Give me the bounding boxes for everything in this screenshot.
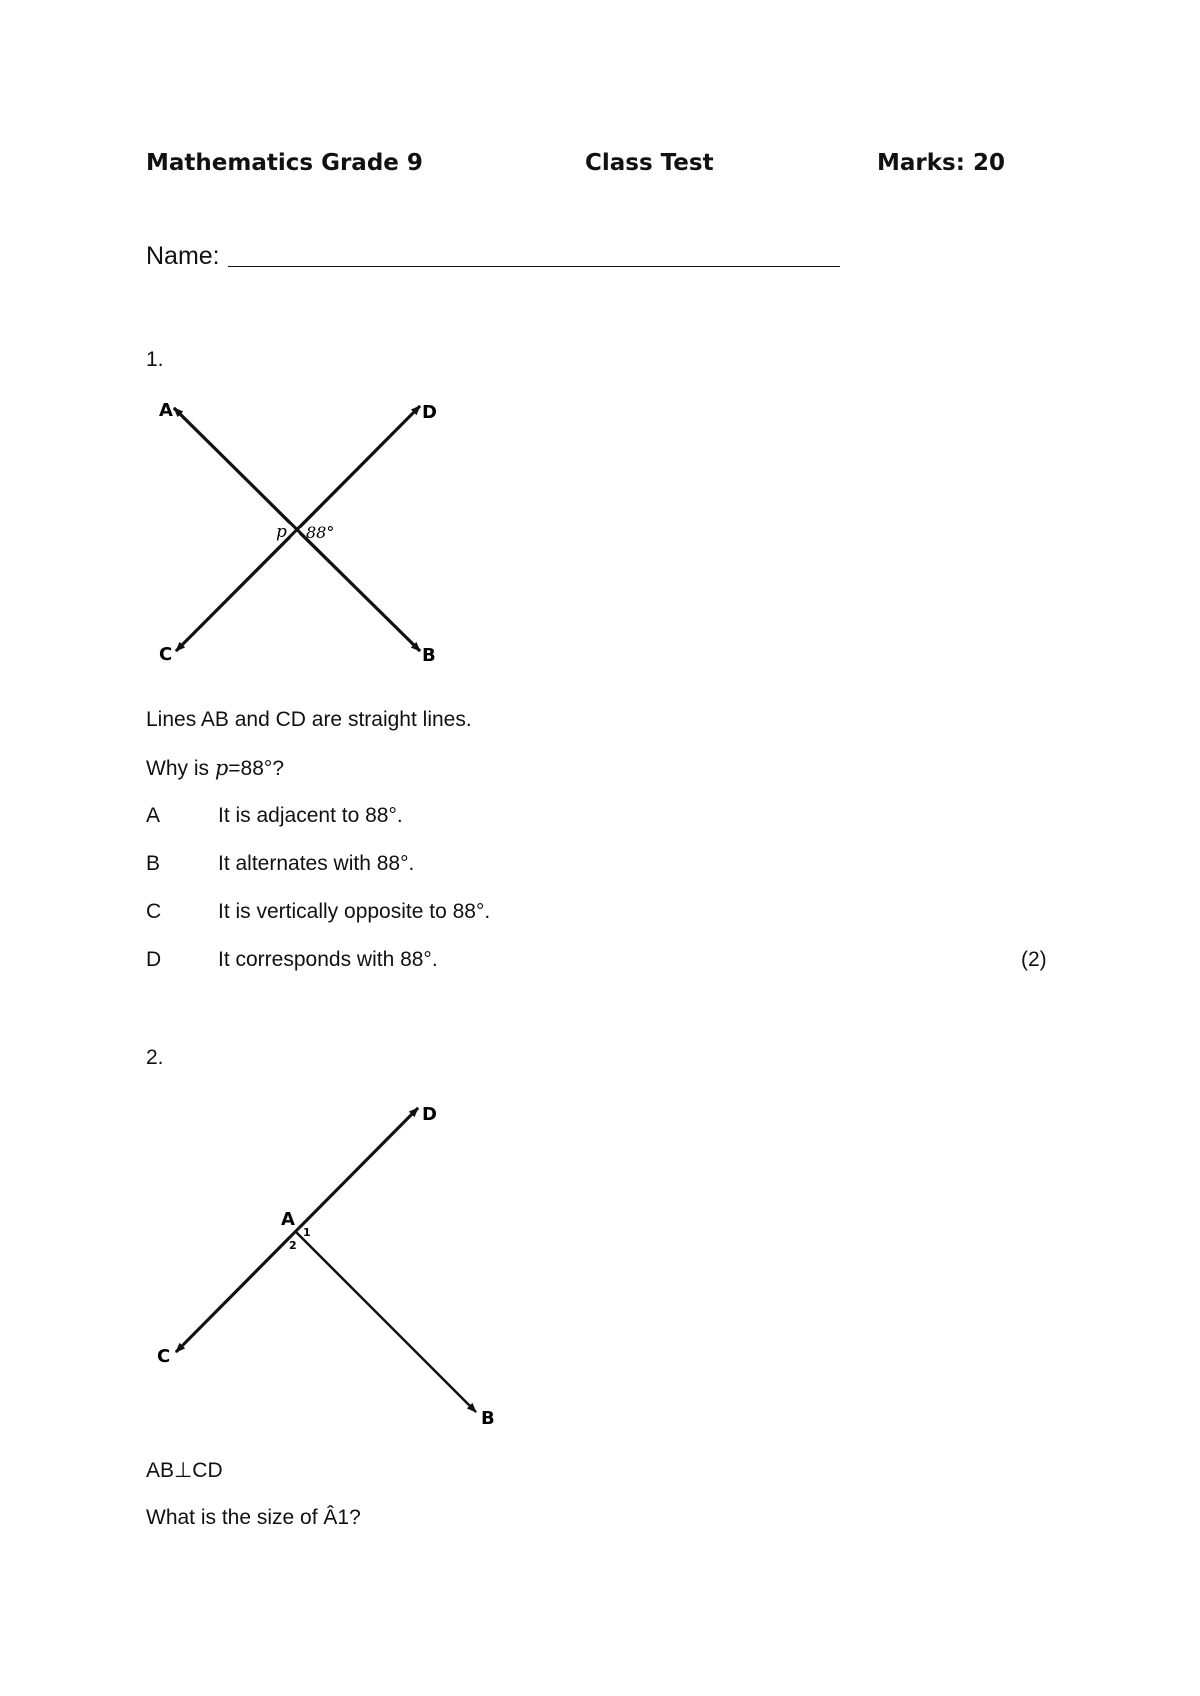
q2-label-b: B — [481, 1408, 495, 1429]
q1-label-c: C — [159, 644, 173, 665]
q1-label-b: B — [422, 645, 436, 666]
q2-label-a: A — [281, 1209, 295, 1230]
prompt-variable: p — [214, 756, 229, 780]
arrow-b — [300, 533, 420, 651]
arrow-d — [300, 406, 420, 527]
q2-ray-ab — [296, 1232, 476, 1412]
arrow-a — [174, 408, 290, 523]
question-1-statement: Lines AB and CD are straight lines. — [146, 708, 472, 731]
option-text: It is adjacent to 88°. — [218, 804, 403, 827]
option-letter: D — [146, 948, 162, 971]
q2-arrow-c — [176, 1237, 290, 1352]
option-letter: A — [146, 804, 161, 827]
q1-label-a: A — [159, 400, 173, 421]
subject-title: Mathematics Grade 9 — [146, 150, 423, 176]
option-letter: C — [146, 900, 162, 923]
q2-label-c: C — [157, 1346, 171, 1367]
option-d[interactable] — [146, 948, 1046, 972]
q2-arrow-d — [300, 1108, 418, 1227]
q1-label-angle: 88° — [306, 523, 335, 542]
test-type-title: Class Test — [585, 150, 714, 176]
option-text: It is vertically opposite to 88°. — [218, 900, 491, 923]
option-letter: B — [146, 852, 161, 875]
prompt-before: Why is — [146, 757, 215, 780]
question-2-statement: AB⊥CD — [146, 1459, 223, 1482]
question-1-prompt — [146, 756, 284, 781]
q1-label-d: D — [422, 402, 437, 423]
option-text: It alternates with 88°. — [218, 852, 415, 875]
question-1-marks: (2) — [1021, 948, 1047, 971]
arrow-c — [176, 537, 290, 651]
question-1-number: 1. — [146, 348, 164, 371]
option-a[interactable] — [146, 804, 1046, 828]
q2-angle-2: 2 — [289, 1239, 297, 1252]
option-c[interactable] — [146, 900, 1046, 924]
option-text: It corresponds with 88°. — [218, 948, 438, 971]
name-label: Name: — [146, 242, 220, 270]
option-b[interactable] — [146, 852, 1046, 876]
q2-label-d: D — [422, 1104, 437, 1125]
prompt-after: =88°? — [228, 757, 284, 780]
total-marks: Marks: 20 — [877, 150, 1005, 176]
question-2-prompt: What is the size of Â1? — [146, 1506, 361, 1529]
q1-label-p: p — [276, 522, 287, 542]
q2-angle-1: 1 — [303, 1226, 311, 1239]
question-2-number: 2. — [146, 1046, 164, 1069]
